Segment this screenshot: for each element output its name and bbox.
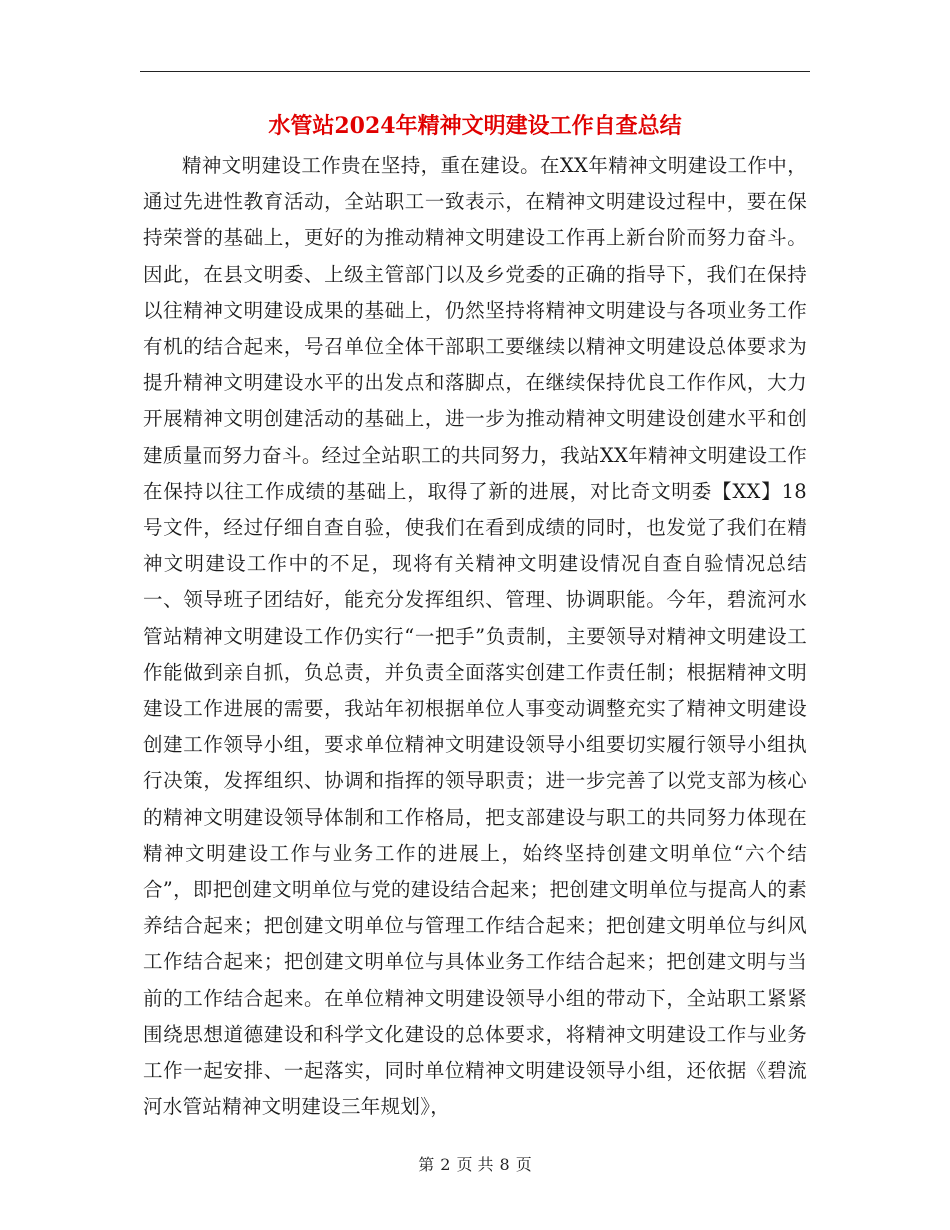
document-title: 水管站2024年精神文明建设工作自查总结: [268, 113, 682, 139]
footer-suffix: 页: [515, 1155, 532, 1174]
total-pages-number: 8: [499, 1155, 510, 1174]
footer-middle: 页 共: [456, 1155, 494, 1174]
header-rule: [140, 71, 810, 72]
current-page-number: 2: [440, 1155, 451, 1174]
page-footer: [140, 1153, 810, 1177]
footer-prefix: 第: [418, 1155, 435, 1174]
document-body-paragraph: 精神文明建设工作贵在坚持，重在建设。在XX年精神文明建设工作中，通过先进性教育活动，全站职工一致表示，在精神文明建设过程中，要在保持荣誉的基础上，更好的为推动精神文明建设工作再上新台阶而努力奋斗。因此，在县文明委、上级主管部门以及乡党委的正确的指导下，我们在保持以往精神文明建设成果的基础上，仍然坚持将精神文明建设与各项业务工作有机的结合起来，号召单位全体干部职工要继续以精神文明建设总体要求为提升精神文明建设水平的出发点和落脚点，在继续保持优良工作作风，大力开展精神文明创建活动的基础上，进一步为推动精神文明建设创建水平和创建质量而努力奋斗。经过全站职工的共同努力，我站XX年精神文明建设工作在保持以往工作成绩的基础上，取得了新的进展，对比奇文明委【XX】18号文件，经过仔细自查自验，使我们在看到成绩的同时，也发觉了我们在精神文明建设工作中的不足，现将有关精神文明建设情况自查自验情况总结 一、领导班子团结好，能充分发挥组织、管理、协调职能。今年，碧流河水管站精神文明建设工作仍实行“一把手”负责制，主要领导对精神文明建设工作能做到亲自抓，负总责，并负责全面落实创建工作责任制；根据精神文明建设工作进展的需要，我站年初根据单位人事变动调整充实了精神文明建设创建工作领导小组，要求单位精神文明建设领导小组要切实履行领导小组执行决策，发挥组织、协调和指挥的领导职责；进一步完善了以党支部为核心的精神文明建设领导体制和工作格局，把支部建设与职工的共同努力体现在精神文明建设工作与业务工作的进展上，始终坚持创建文明单位“六个结合”，即把创建文明单位与党的建设结合起来；把创建文明单位与提高人的素养结合起来；把创建文明单位与管理工作结合起来；把创建文明单位与纠风工作结合起来；把创建文明单位与具体业务工作结合起来；把创建文明与当前的工作结合起来。在单位精神文明建设领导小组的带动下，全站职工紧紧围绕思想道德建设和科学文化建设的总体要求，将精神文明建设工作与业务工作一起安排、一起落实，同时单位精神文明建设领导小组，还依据《碧流河水管站精神文明建设三年规划》，: [143, 154, 807, 1119]
